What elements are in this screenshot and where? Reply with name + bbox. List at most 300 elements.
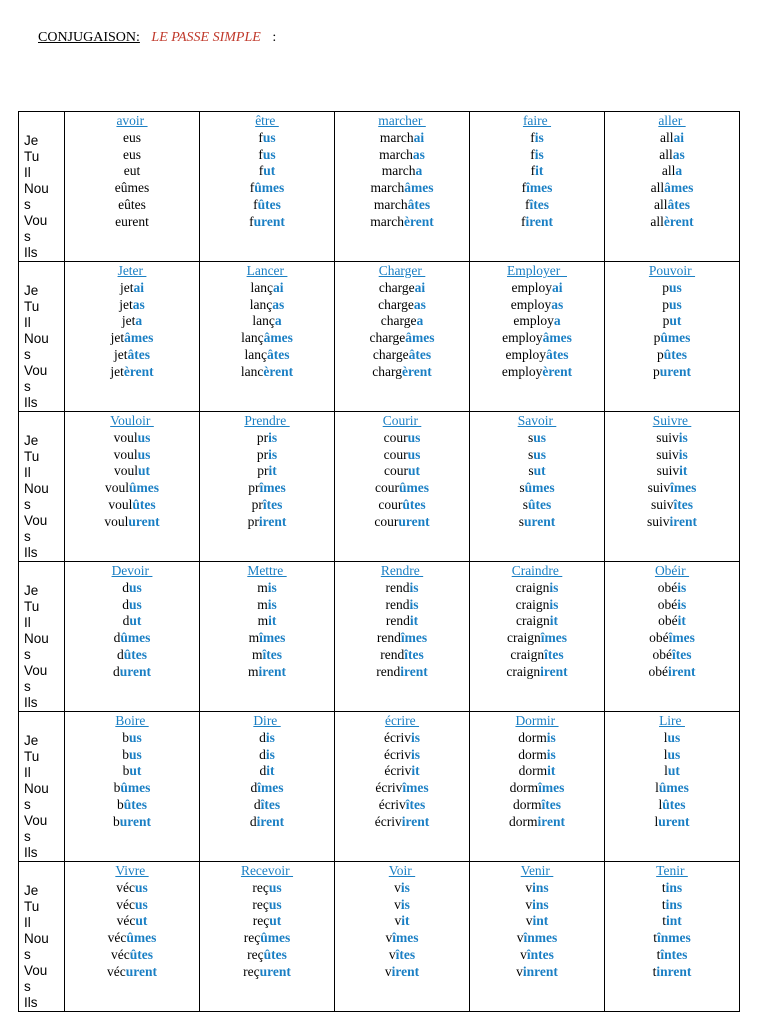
verb-cell: [335, 112, 470, 262]
form-ending: urent: [659, 363, 691, 379]
verb-infinitive: Venir: [520, 863, 554, 878]
conjugated-form: [605, 430, 739, 447]
form-ending: ai: [272, 279, 284, 295]
conjugated-form: [65, 763, 199, 780]
conjugated-form: [335, 497, 469, 514]
form-ending: ut: [129, 763, 142, 779]
conjugated-form: [470, 647, 604, 664]
conjugated-form: [335, 330, 469, 347]
form-stem: d: [112, 663, 120, 679]
verb-infinitive: Vivre: [115, 863, 149, 878]
form-ending: ins: [532, 896, 549, 912]
form-stem: véc: [116, 879, 135, 895]
conjugated-form: [65, 447, 199, 464]
form-stem: d: [117, 646, 124, 662]
form-ending: âmes: [124, 330, 154, 346]
form-ending: ins: [532, 879, 549, 895]
form-stem: reç: [252, 913, 270, 929]
conjugated-form: [605, 897, 739, 914]
conjugated-form: [470, 480, 604, 497]
conjugated-form: [200, 947, 334, 964]
form-ending: ut: [263, 163, 276, 179]
form-ending: us: [128, 579, 142, 595]
conjugated-form: [65, 330, 199, 347]
conjugated-form: [335, 664, 469, 681]
form-ending: irent: [258, 513, 287, 529]
conjugated-form: [470, 214, 604, 231]
form-ending: înmes: [523, 930, 558, 946]
verb-infinitive: Pouvoir: [648, 263, 696, 278]
verb-infinitive: Dormir: [515, 713, 559, 728]
form-ending: us: [268, 896, 282, 912]
conjugated-form: [200, 447, 334, 464]
form-stem: écriv: [378, 796, 406, 812]
conjugated-form: [65, 364, 199, 381]
form-ending: îtes: [673, 496, 693, 512]
form-ending: îmes: [259, 480, 286, 496]
conjugated-form: [200, 163, 334, 180]
form-stem: m: [257, 613, 269, 629]
form-stem: pr: [247, 513, 259, 529]
form-ending: us: [134, 879, 148, 895]
form-ending: us: [128, 746, 142, 762]
verb-infinitive: être: [255, 113, 279, 128]
form-stem: v: [394, 896, 401, 912]
verb-infinitive: Lancer: [246, 263, 288, 278]
form-stem: craign: [515, 596, 550, 612]
verb-infinitive: Craindre: [511, 563, 563, 578]
form-ending: us: [533, 446, 547, 462]
conjugated-form: [335, 897, 469, 914]
verb-cell: [200, 712, 335, 862]
form-stem: all: [661, 163, 676, 179]
form-stem: march: [381, 163, 416, 179]
form-stem: charge: [369, 330, 406, 346]
conjugated-form: [470, 947, 604, 964]
form-stem: reç: [243, 963, 260, 979]
conjugated-form: [65, 514, 199, 531]
form-ending: èrent: [263, 363, 294, 379]
form-stem: cour: [383, 463, 408, 479]
form-ending: is: [534, 146, 544, 162]
form-ending: îtes: [262, 646, 282, 662]
form-ending: inrent: [522, 963, 558, 979]
pronoun: s: [24, 229, 31, 244]
conjugated-form: [605, 280, 739, 297]
form-ending: ûtes: [662, 796, 686, 812]
form-stem: s: [528, 463, 534, 479]
form-ending: îmes: [400, 630, 428, 646]
conjugated-form: [335, 964, 469, 981]
form-stem: reç: [243, 930, 261, 946]
verb-infinitive: Voir: [388, 863, 416, 878]
form-ending: ûtes: [263, 946, 287, 962]
conjugated-form: [200, 497, 334, 514]
conjugated-form: [470, 330, 604, 347]
form-stem: s: [527, 429, 534, 445]
form-ending: întes: [660, 946, 688, 962]
form-ending: us: [262, 129, 276, 145]
form-stem: p: [662, 296, 669, 312]
form-ending: âtes: [267, 346, 290, 362]
conjugated-form: [200, 280, 334, 297]
conjugated-form: [335, 147, 469, 164]
conjugated-form: [605, 580, 739, 597]
form-ending: us: [268, 879, 282, 895]
pronoun: Vou: [24, 813, 48, 828]
form-ending: ûmes: [399, 480, 429, 496]
form-ending: irent: [669, 513, 697, 529]
form-ending: âtes: [127, 346, 150, 362]
form-ending: us: [667, 746, 681, 762]
form-stem: all: [659, 146, 673, 162]
pronoun: Nou: [24, 331, 49, 346]
conjugated-form: [470, 797, 604, 814]
form-stem: d: [113, 630, 121, 646]
conjugated-form: [605, 313, 739, 330]
form-ending: a: [135, 313, 143, 329]
form-stem: charge: [380, 313, 417, 329]
form-stem: march: [370, 180, 405, 196]
form-stem: v: [394, 913, 402, 929]
form-ending: ûtes: [663, 346, 687, 362]
pronoun: s: [24, 947, 31, 962]
conjugated-form: [335, 797, 469, 814]
pronoun: Il: [24, 765, 31, 780]
form-ending: ut: [667, 763, 680, 779]
conjugated-form: [335, 297, 469, 314]
conjugated-form: [65, 580, 199, 597]
conjugated-form: [200, 880, 334, 897]
form-stem: jet: [119, 279, 134, 295]
form-stem: voul: [113, 446, 138, 462]
pronoun: Nou: [24, 181, 49, 196]
conjugated-form: [200, 763, 334, 780]
conjugated-form: [65, 497, 199, 514]
conjugated-form: [335, 430, 469, 447]
form-ending: is: [678, 446, 688, 462]
form-stem: obé: [648, 663, 668, 679]
form-ending: îtes: [541, 796, 561, 812]
form-ending: ûmes: [660, 330, 691, 346]
form-ending: us: [137, 429, 151, 445]
conjugated-form: [470, 664, 604, 681]
pronoun: Tu: [24, 899, 40, 914]
conjugated-form: [65, 913, 199, 930]
form-ending: it: [401, 913, 410, 929]
form-stem: v: [516, 963, 523, 979]
form-stem: march: [370, 213, 404, 229]
conjugated-form: [470, 913, 604, 930]
form-stem: dorm: [518, 729, 547, 745]
form-stem: f: [521, 213, 526, 229]
form-ending: is: [549, 579, 559, 595]
conjugated-form: [335, 930, 469, 947]
form-ending: âtes: [408, 346, 432, 362]
conjugated-form: [605, 147, 739, 164]
form-stem: s: [519, 480, 525, 496]
form-ending: ut: [407, 463, 420, 479]
conjugated-form: [605, 613, 739, 630]
verb-cell: [470, 412, 605, 562]
form-stem: eûtes: [118, 196, 146, 212]
form-ending: èrent: [403, 213, 434, 229]
form-stem: v: [385, 930, 393, 946]
conjugated-form: [335, 480, 469, 497]
form-ending: is: [267, 579, 277, 595]
pronoun: Il: [24, 915, 31, 930]
pronoun: Ils: [24, 245, 38, 260]
form-stem: suiv: [656, 429, 679, 445]
form-ending: ûmes: [120, 630, 151, 646]
conjugated-form: [200, 797, 334, 814]
form-ending: âmes: [263, 330, 293, 346]
form-ending: it: [268, 463, 277, 479]
verb-cell: [65, 862, 200, 1012]
conjugated-form: [605, 630, 739, 647]
verb-cell: [65, 562, 200, 712]
conjugated-form: [605, 763, 739, 780]
form-ending: âmes: [404, 180, 434, 196]
form-stem: l: [664, 763, 668, 779]
form-stem: eus: [123, 129, 141, 145]
form-ending: îtes: [262, 496, 283, 512]
conjugated-form: [335, 913, 469, 930]
form-stem: pr: [251, 496, 263, 512]
form-ending: a: [553, 313, 561, 329]
form-ending: urent: [524, 513, 556, 529]
conjugated-form: [200, 613, 334, 630]
form-stem: pr: [256, 446, 269, 462]
conjugated-form: [200, 630, 334, 647]
form-stem: eus: [123, 146, 141, 162]
verb-infinitive: faire: [522, 113, 552, 128]
form-ending: urent: [119, 663, 151, 679]
pronoun: s: [24, 829, 31, 844]
verb-infinitive: Courir: [382, 413, 422, 428]
form-stem: charge: [378, 296, 414, 312]
form-ending: is: [409, 579, 419, 595]
verb-cell: [605, 562, 740, 712]
form-stem: b: [122, 746, 129, 762]
form-ending: întes: [526, 946, 554, 962]
conjugated-form: [200, 347, 334, 364]
pronoun-cell: [19, 712, 65, 862]
conjugated-form: [200, 647, 334, 664]
form-ending: ai: [551, 279, 563, 295]
form-stem: véc: [107, 963, 126, 979]
form-stem: jet: [119, 296, 133, 312]
form-ending: îmes: [668, 630, 695, 646]
pronoun: Il: [24, 315, 31, 330]
conjugated-form: [470, 814, 604, 831]
form-ending: it: [679, 463, 688, 479]
conjugated-form: [470, 580, 604, 597]
form-stem: d: [122, 596, 129, 612]
form-ending: îmes: [392, 930, 419, 946]
form-stem: craign: [507, 630, 541, 646]
form-ending: ûtes: [528, 496, 552, 512]
form-stem: l: [663, 729, 668, 745]
pronoun: Je: [24, 583, 39, 598]
conjugated-form: [65, 630, 199, 647]
form-ending: ûmes: [120, 780, 151, 796]
conjugated-form: [65, 147, 199, 164]
verb-infinitive: Mettre: [247, 563, 287, 578]
pronoun: Je: [24, 283, 39, 298]
form-stem: lanç: [244, 346, 267, 362]
conjugated-form: [65, 313, 199, 330]
form-ending: a: [274, 313, 282, 329]
form-stem: p: [662, 313, 670, 329]
conjugated-form: [605, 797, 739, 814]
form-ending: is: [678, 429, 688, 445]
conjugated-form: [605, 930, 739, 947]
pronoun-cell: [19, 862, 65, 1012]
form-ending: ûtes: [257, 196, 281, 212]
verb-cell: [200, 562, 335, 712]
title-colon: :: [272, 30, 277, 45]
form-ending: âmes: [664, 180, 694, 196]
pronoun-cell: [19, 562, 65, 712]
verb-cell: [470, 862, 605, 1012]
form-stem: s: [522, 496, 528, 512]
form-stem: f: [258, 129, 263, 145]
conjugated-form: [335, 364, 469, 381]
verb-infinitive: Employer: [507, 263, 567, 278]
conjugated-form: [65, 964, 199, 981]
form-ending: us: [667, 729, 681, 745]
form-ending: us: [262, 146, 276, 162]
form-ending: âtes: [667, 196, 690, 212]
form-ending: îmes: [540, 630, 567, 646]
verb-cell: [200, 112, 335, 262]
pronoun: Nou: [24, 931, 49, 946]
conjugated-form: [65, 297, 199, 314]
form-stem: b: [122, 763, 130, 779]
form-stem: lanc: [240, 363, 264, 379]
conjugated-form: [335, 130, 469, 147]
form-stem: rend: [376, 663, 401, 679]
form-ending: is: [677, 579, 687, 595]
form-ending: ut: [533, 463, 546, 479]
conjugated-form: [470, 180, 604, 197]
form-stem: dorm: [518, 763, 548, 779]
verb-cell: [470, 112, 605, 262]
conjugated-form: [470, 763, 604, 780]
conjugated-form: [335, 197, 469, 214]
conjugated-form: [200, 780, 334, 797]
pronoun: Il: [24, 165, 31, 180]
conjugated-form: [605, 447, 739, 464]
conjugated-form: [335, 947, 469, 964]
form-ending: ut: [138, 463, 151, 479]
conjugated-form: [200, 514, 334, 531]
form-ending: îtes: [404, 646, 424, 662]
form-stem: march: [379, 129, 414, 145]
form-ending: ûtes: [129, 946, 153, 962]
form-ending: ûmes: [524, 480, 555, 496]
form-stem: d: [253, 796, 261, 812]
conjugated-form: [335, 214, 469, 231]
conjugated-form: [200, 897, 334, 914]
form-stem: reç: [252, 896, 269, 912]
form-ending: us: [128, 729, 142, 745]
pronoun: Nou: [24, 631, 49, 646]
pronoun: Je: [24, 883, 39, 898]
pronoun: Tu: [24, 599, 40, 614]
verb-cell: [200, 862, 335, 1012]
form-stem: charg: [372, 363, 402, 379]
form-ending: it: [549, 613, 558, 629]
form-ending: irent: [400, 663, 428, 679]
table-row: [19, 112, 740, 262]
form-ending: us: [137, 446, 151, 462]
form-stem: v: [516, 930, 524, 946]
form-ending: îtes: [529, 196, 549, 212]
verb-cell: [335, 412, 470, 562]
pronoun: Tu: [24, 149, 40, 164]
form-stem: employ: [505, 346, 546, 362]
conjugated-form: [200, 480, 334, 497]
conjugated-form: [605, 780, 739, 797]
form-ending: is: [400, 896, 410, 912]
form-stem: d: [250, 780, 258, 796]
conjugated-form: [335, 347, 469, 364]
verb-infinitive: Recevoir: [240, 863, 294, 878]
form-stem: v: [394, 879, 401, 895]
conjugation-table: [18, 111, 740, 1012]
form-ending: is: [409, 596, 419, 612]
table-row: [19, 412, 740, 562]
form-ending: èrent: [542, 363, 573, 379]
form-stem: obé: [657, 579, 678, 595]
conjugated-form: [65, 463, 199, 480]
form-ending: ûmes: [129, 480, 159, 496]
conjugated-form: [470, 630, 604, 647]
conjugated-form: [200, 747, 334, 764]
form-stem: rend: [385, 613, 410, 629]
form-stem: employ: [511, 279, 552, 295]
form-stem: lanç: [249, 296, 273, 312]
form-ending: ins: [665, 896, 683, 912]
conjugated-form: [335, 647, 469, 664]
pronoun: s: [24, 647, 31, 662]
verb-cell: [65, 262, 200, 412]
conjugated-form: [605, 913, 739, 930]
conjugated-form: [65, 897, 199, 914]
form-ending: ut: [269, 913, 282, 929]
form-ending: as: [672, 146, 685, 162]
form-ending: înmes: [657, 930, 691, 946]
conjugated-form: [605, 747, 739, 764]
form-stem: pr: [248, 480, 260, 496]
conjugated-form: [335, 613, 469, 630]
conjugated-form: [605, 347, 739, 364]
form-ending: int: [532, 913, 549, 929]
verb-cell: [470, 712, 605, 862]
form-stem: cour: [374, 513, 399, 529]
form-stem: p: [653, 330, 661, 346]
pronoun: Ils: [24, 395, 38, 410]
form-stem: obé: [657, 596, 678, 612]
conjugated-form: [470, 930, 604, 947]
form-ending: a: [675, 163, 683, 179]
pronoun: s: [24, 197, 31, 212]
form-stem: suiv: [656, 446, 679, 462]
form-ending: ut: [129, 613, 142, 629]
verb-infinitive: aller: [658, 113, 686, 128]
